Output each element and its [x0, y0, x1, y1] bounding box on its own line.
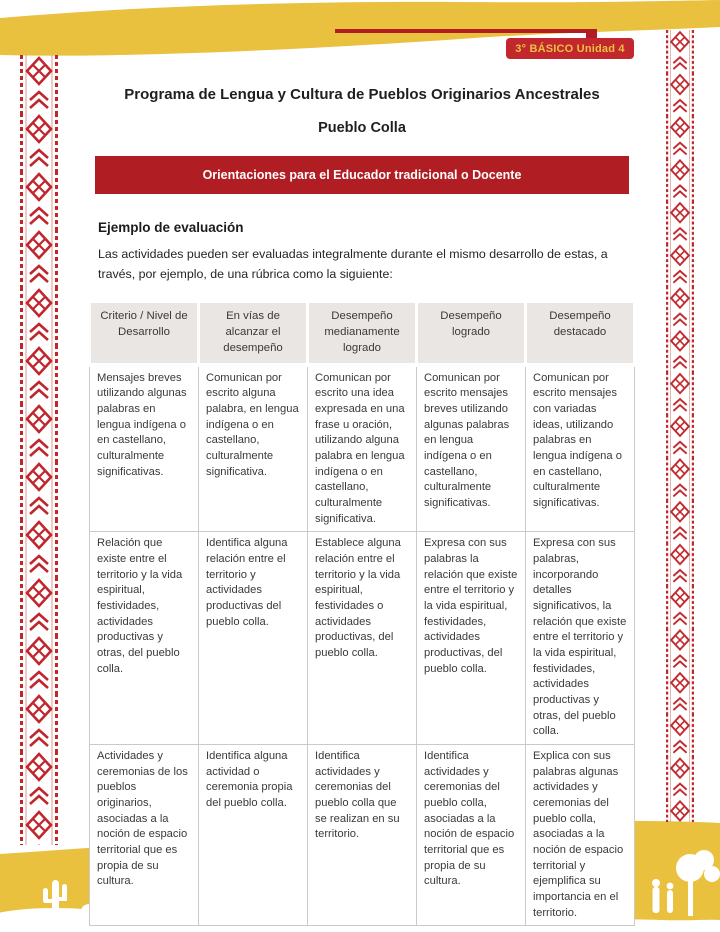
- rubric-column-header: Desempeño medianamente logrado: [308, 302, 417, 364]
- section-heading: Ejemplo de evaluación: [98, 220, 244, 235]
- andean-textile-border-right-icon: [666, 30, 694, 822]
- rubric-cell: Identifica actividades y ceremonias del pueblo colla que se realizan en su territorio.: [308, 745, 417, 926]
- page-subtitle: Pueblo Colla: [318, 120, 406, 136]
- rubric-cell: Comunican por escrito mensajes con variadas ideas, utilizando palabras en lengua indígena o en castellano, culturalmente significativas.: [526, 365, 635, 532]
- rubric-cell: Identifica actividades y ceremonias del pueblo colla, asociadas a la noción de espacio territorial que es propia de su cultura.: [417, 745, 526, 926]
- rubric-cell: Explica con sus palabras algunas actividades y ceremonias del pueblo colla, asociadas a la noción de espacio territorial y ejemplifica su importancia en el territorio.: [526, 745, 635, 926]
- table-row: [90, 745, 635, 926]
- andean-textile-border-left-icon: [20, 55, 58, 845]
- rubric-cell: Comunican por escrito alguna palabra, en lengua indígena o en castellano, culturalmente significativa.: [199, 365, 308, 532]
- rubric-header-row: [90, 302, 635, 364]
- evaluation-rubric-table: [88, 302, 636, 927]
- table-row: [90, 532, 635, 745]
- rubric-column-header: Desempeño destacado: [526, 302, 635, 364]
- unit-badge: [506, 38, 634, 59]
- rubric-cell: Actividades y ceremonias de los pueblos originarios, asociadas a la noción de espacio territorial que es propia de su cultura.: [90, 745, 199, 926]
- unit-badge-label: 3° BÁSICO Unidad 4: [515, 42, 625, 55]
- rubric-cell: Comunican por escrito mensajes breves utilizando algunas palabras en lengua indígena o en castellano, culturalmente significativas.: [417, 365, 526, 532]
- table-row: [90, 365, 635, 532]
- orientation-banner-label: Orientaciones para el Educador tradicional o Docente: [202, 168, 522, 182]
- rubric-cell: Expresa con sus palabras la relación que existe entre el territorio y la vida espiritual, festividades, actividades productivas, del pueblo colla.: [417, 532, 526, 745]
- rubric-column-header: Desempeño logrado: [417, 302, 526, 364]
- page-title: Programa de Lengua y Cultura de Pueblos Originarios Ancestrales: [124, 86, 600, 103]
- rubric-cell: Expresa con sus palabras, incorporando detalles significativos, la relación que existe entre el territorio y la vida espiritual, festividades, actividades productivas y otras, del pueblo colla.: [526, 532, 635, 745]
- rubric-cell: Identifica alguna relación entre el territorio y actividades productivas del pueblo colla.: [199, 532, 308, 745]
- rubric-column-header: En vías de alcanzar el desempeño: [199, 302, 308, 364]
- rubric-cell: Relación que existe entre el territorio y la vida espiritual, festividades, actividades productivas y otras, del pueblo colla.: [90, 532, 199, 745]
- rubric-cell: Mensajes breves utilizando algunas palabras en lengua indígena o en castellano, culturalmente significativas.: [90, 365, 199, 532]
- document-body: [88, 86, 636, 926]
- rubric-cell: Comunican por escrito una idea expresada en una frase u oración, utilizando alguna palabra en lengua indígena o en castellano, culturalmente significativa.: [308, 365, 417, 532]
- rubric-cell: Establece alguna relación entre el territorio y la vida espiritual, festividades o actividades productivas, del pueblo colla.: [308, 532, 417, 745]
- rubric-cell: Identifica alguna actividad o ceremonia propia del pueblo colla.: [199, 745, 308, 926]
- intro-paragraph: Las actividades pueden ser evaluadas integralmente durante el mismo desarrollo de estas, a través, por ejemplo, de una rúbrica como la siguiente:: [98, 247, 608, 281]
- rubric-column-header: Criterio / Nivel de Desarrollo: [90, 302, 199, 364]
- orientation-banner: [95, 156, 629, 194]
